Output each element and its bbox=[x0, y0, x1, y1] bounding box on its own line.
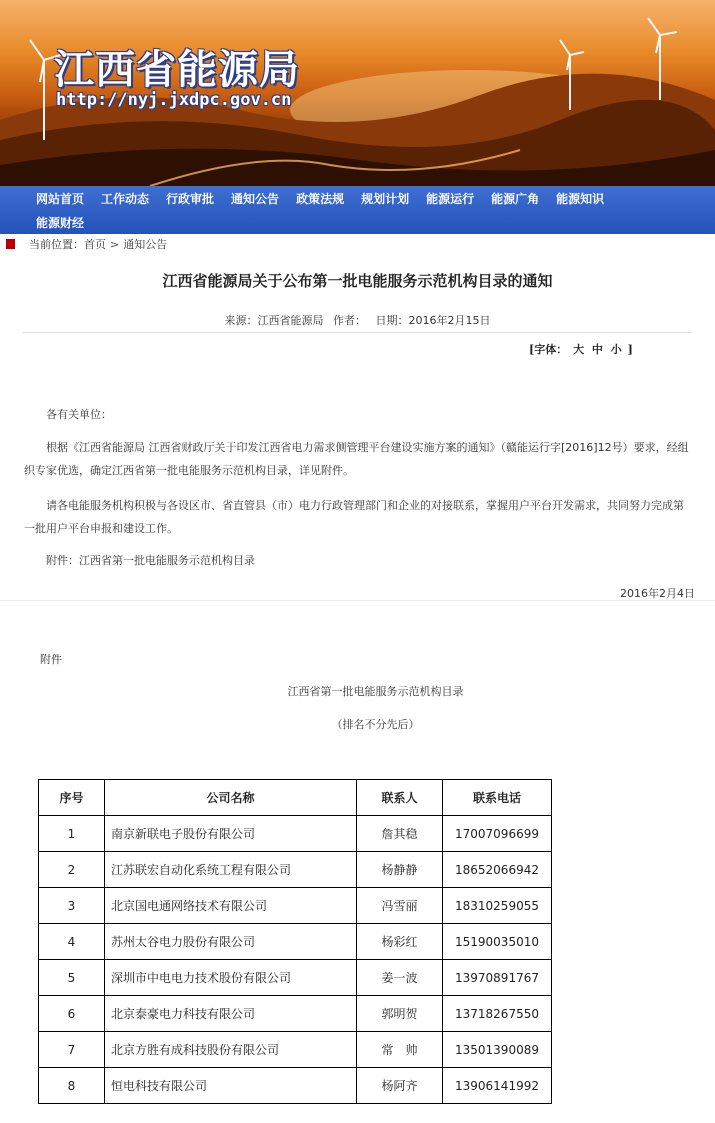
organization-table bbox=[38, 779, 552, 1104]
cell-contact: 常 帅 bbox=[357, 1032, 443, 1068]
cell-company: 北京方胜有成科技股份有限公司 bbox=[105, 1032, 357, 1068]
breadcrumb-separator: > bbox=[110, 237, 120, 251]
nav-item-work-news[interactable]: 工作动态 bbox=[101, 191, 150, 206]
nav-item-energy-view[interactable]: 能源广角 bbox=[491, 191, 540, 206]
attachment-title: 江西省第一批电能服务示范机构目录 bbox=[287, 685, 464, 698]
nav-row-2 bbox=[36, 210, 101, 234]
title-divider bbox=[22, 332, 692, 333]
header-contact: 联系人 bbox=[357, 780, 443, 816]
cell-no: 7 bbox=[39, 1032, 105, 1068]
cell-no: 2 bbox=[39, 852, 105, 888]
main-nav bbox=[0, 186, 715, 234]
cell-phone: 13501390089 bbox=[443, 1032, 552, 1068]
table-row bbox=[39, 996, 552, 1032]
font-size-large[interactable]: 大 bbox=[573, 343, 585, 356]
cell-contact: 姜一波 bbox=[357, 960, 443, 996]
nav-item-notices[interactable]: 通知公告 bbox=[231, 191, 280, 206]
body-paragraph-1: 根据《江西省能源局 江西省财政厅关于印发江西省电力需求侧管理平台建设实施方案的通知》（赣能运行字[2016]12号）要求，经组织专家优选，确定江西省第一批电能服务示范机构目录，详见附件。 bbox=[24, 441, 689, 477]
breadcrumb-home-link[interactable]: 首页 bbox=[84, 238, 106, 251]
article-source: 来源：江西省能源局 bbox=[224, 314, 324, 327]
nav-item-policies[interactable]: 政策法规 bbox=[296, 191, 345, 206]
section-divider bbox=[0, 600, 715, 601]
cell-no: 4 bbox=[39, 924, 105, 960]
font-size-control bbox=[529, 341, 633, 357]
cell-no: 8 bbox=[39, 1068, 105, 1104]
breadcrumb-prefix: 当前位置： bbox=[29, 238, 84, 251]
cell-no: 1 bbox=[39, 816, 105, 852]
cell-contact: 詹其稳 bbox=[357, 816, 443, 852]
nav-item-energy-operation[interactable]: 能源运行 bbox=[426, 191, 475, 206]
cell-company: 深圳市中电电力技术股份有限公司 bbox=[105, 960, 357, 996]
header-no: 序号 bbox=[39, 780, 105, 816]
table-row bbox=[39, 888, 552, 924]
nav-row-1 bbox=[36, 186, 621, 210]
cell-phone: 17007096699 bbox=[443, 816, 552, 852]
table-row bbox=[39, 1032, 552, 1068]
cell-phone: 18652066942 bbox=[443, 852, 552, 888]
nav-item-energy-knowledge[interactable]: 能源知识 bbox=[556, 191, 605, 206]
nav-item-plans[interactable]: 规划计划 bbox=[361, 191, 410, 206]
table-row bbox=[39, 816, 552, 852]
header-company: 公司名称 bbox=[105, 780, 357, 816]
header-phone: 联系电话 bbox=[443, 780, 552, 816]
cell-no: 5 bbox=[39, 960, 105, 996]
cell-company: 江苏联宏自动化系统工程有限公司 bbox=[105, 852, 357, 888]
cell-phone: 13718267550 bbox=[443, 996, 552, 1032]
nav-item-energy-finance[interactable]: 能源财经 bbox=[36, 215, 85, 230]
cell-phone: 13906141992 bbox=[443, 1068, 552, 1104]
cell-contact: 杨静静 bbox=[357, 852, 443, 888]
cell-contact: 冯雪丽 bbox=[357, 888, 443, 924]
breadcrumb bbox=[6, 236, 167, 252]
font-size-small[interactable]: 小 bbox=[610, 343, 622, 356]
table-row bbox=[39, 960, 552, 996]
table-row bbox=[39, 852, 552, 888]
attachment-subtitle: （排名不分先后） bbox=[331, 718, 420, 731]
cell-phone: 18310259055 bbox=[443, 888, 552, 924]
article-title: 江西省能源局关于公布第一批电能服务示范机构目录的通知 bbox=[162, 272, 553, 290]
cell-company: 北京国电通网络技术有限公司 bbox=[105, 888, 357, 924]
font-size-close: ] bbox=[627, 343, 633, 356]
attachment-label: 附件 bbox=[40, 653, 62, 666]
table-row bbox=[39, 924, 552, 960]
cell-no: 6 bbox=[39, 996, 105, 1032]
cell-no: 3 bbox=[39, 888, 105, 924]
cell-contact: 杨彩红 bbox=[357, 924, 443, 960]
cell-company: 恒电科技有限公司 bbox=[105, 1068, 357, 1104]
site-banner bbox=[0, 0, 715, 186]
font-size-open: [字体： bbox=[529, 343, 568, 356]
breadcrumb-current-link[interactable]: 通知公告 bbox=[123, 238, 168, 251]
cell-phone: 13970891767 bbox=[443, 960, 552, 996]
article-meta bbox=[0, 312, 715, 328]
article-date: 日期：2016年2月15日 bbox=[375, 314, 491, 327]
article-author: 作者： bbox=[333, 314, 366, 327]
font-size-medium[interactable]: 中 bbox=[591, 343, 603, 356]
breadcrumb-marker-icon bbox=[6, 239, 15, 249]
cell-contact: 杨阿齐 bbox=[357, 1068, 443, 1104]
sign-date: 2016年2月4日 bbox=[620, 587, 695, 600]
table-row bbox=[39, 1068, 552, 1104]
cell-phone: 15190035010 bbox=[443, 924, 552, 960]
salutation: 各有关单位： bbox=[46, 408, 112, 421]
site-title: 江西省能源局 bbox=[54, 47, 300, 93]
cell-contact: 郭明贺 bbox=[357, 996, 443, 1032]
cell-company: 北京泰豪电力科技有限公司 bbox=[105, 996, 357, 1032]
table-header-row bbox=[39, 780, 552, 816]
body-paragraph-2: 请各电能服务机构积极与各设区市、省直管县（市）电力行政管理部门和企业的对接联系，掌握用户平台开发需求，共同努力完成第一批用户平台申报和建设工作。 bbox=[24, 499, 684, 535]
attachment-note: 附件：江西省第一批电能服务示范机构目录 bbox=[46, 554, 255, 567]
nav-item-admin-approval[interactable]: 行政审批 bbox=[166, 191, 215, 206]
cell-company: 南京新联电子股份有限公司 bbox=[105, 816, 357, 852]
site-url: http://nyj.jxdpc.gov.cn bbox=[56, 90, 292, 110]
nav-item-home[interactable]: 网站首页 bbox=[36, 191, 85, 206]
cell-company: 苏州太谷电力股份有限公司 bbox=[105, 924, 357, 960]
